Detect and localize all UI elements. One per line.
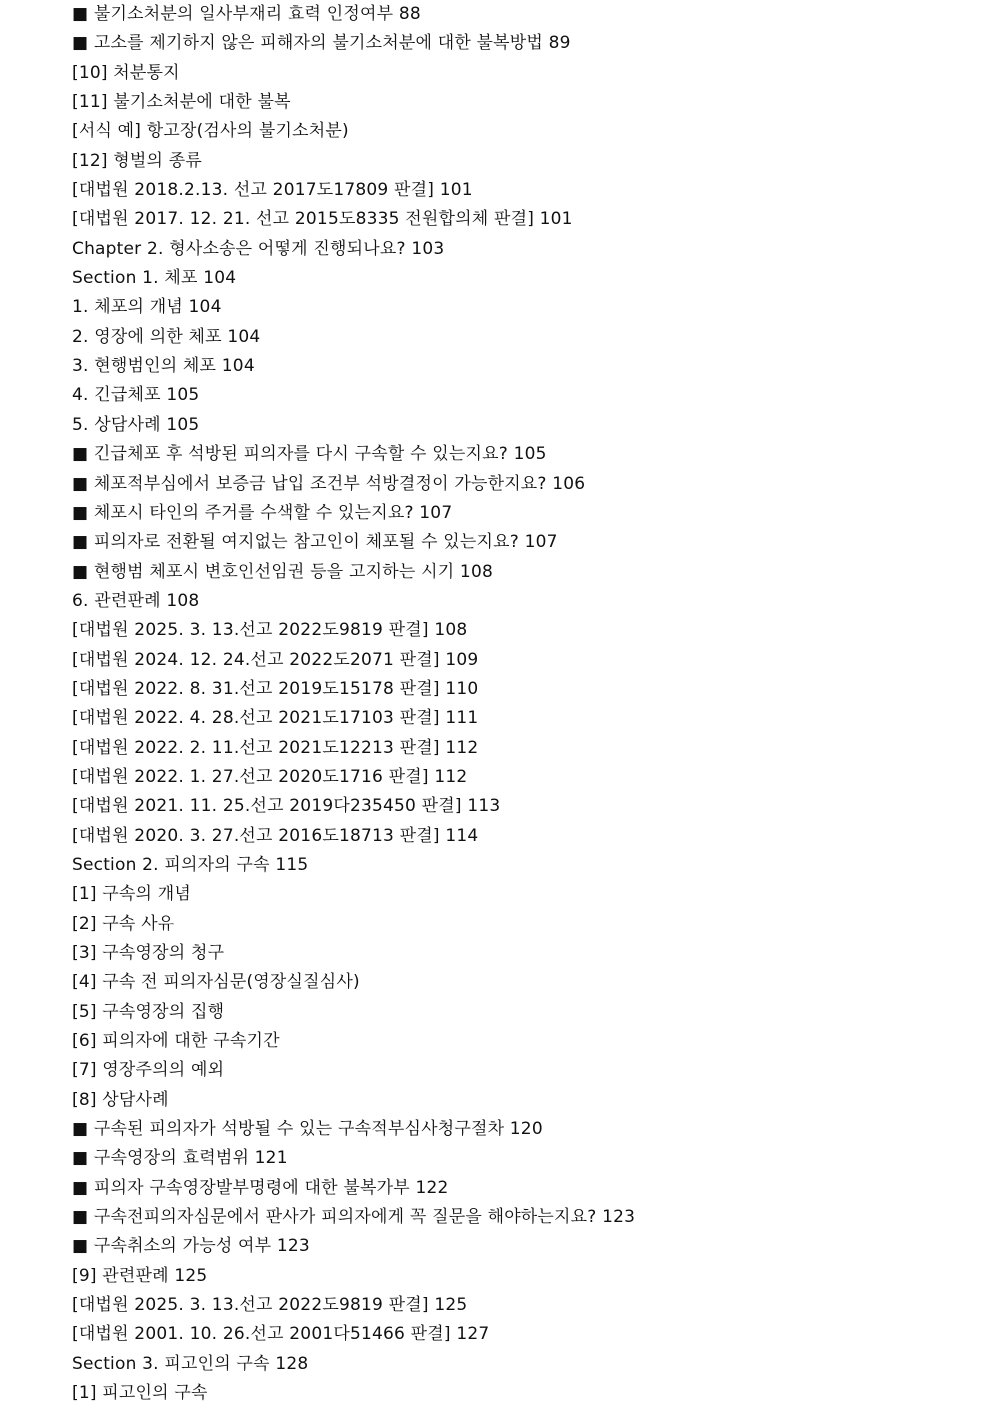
toc-entry: 4. 긴급체포 105 xyxy=(72,385,200,406)
toc-entry: 5. 상담사례 105 xyxy=(72,414,200,435)
toc-entry: ■ 구속된 피의자가 석방될 수 있는 구속적부심사청구절차 120 xyxy=(72,1119,543,1140)
toc-entry: [대법원 2022. 8. 31.선고 2019도15178 판결] 110 xyxy=(72,678,479,699)
toc-entry: ■ 불기소처분의 일사부재리 효력 인정여부 88 xyxy=(72,4,421,24)
toc-entry: ■ 고소를 제기하지 않은 피해자의 불기소처분에 대한 불복방법 89 xyxy=(72,33,571,54)
toc-entry: [7] 영장주의의 예외 xyxy=(72,1060,225,1081)
toc-entry: 1. 체포의 개념 104 xyxy=(72,297,222,318)
toc-entry: [대법원 2001. 10. 26.선고 2001다51466 판결] 127 xyxy=(72,1324,490,1345)
toc-entry: [2] 구속 사유 xyxy=(72,913,175,934)
toc-entry: [대법원 2018.2.13. 선고 2017도17809 판결] 101 xyxy=(72,180,473,201)
toc-entry: Chapter 2. 형사소송은 어떻게 진행되나요? 103 xyxy=(72,238,445,259)
toc-entry: [3] 구속영장의 청구 xyxy=(72,943,225,963)
toc-entry: ■ 구속영장의 효력범위 121 xyxy=(72,1148,288,1169)
toc-entry: ■ 현행범 체포시 변호인선임권 등을 고지하는 시기 108 xyxy=(72,561,493,582)
toc-entry: ■ 구속전피의자심문에서 판사가 피의자에게 꼭 질문을 해야하는지요? 123 xyxy=(72,1207,636,1228)
toc-entry: [4] 구속 전 피의자심문(영장실질심사) xyxy=(72,972,360,993)
toc-entry: [대법원 2022. 1. 27.선고 2020도1716 판결] 112 xyxy=(72,766,468,787)
toc-entry: ■ 체포적부심에서 보증금 납입 조건부 석방결정이 가능한지요? 106 xyxy=(72,473,586,494)
toc-entry: [10] 처분통지 xyxy=(72,62,180,83)
toc-entry: [1] 피고인의 구속 xyxy=(72,1383,208,1404)
toc-entry: [대법원 2021. 11. 25.선고 2019다235450 판결] 113 xyxy=(72,796,501,817)
toc-entry: 2. 영장에 의한 체포 104 xyxy=(72,326,261,347)
toc-entry: ■ 피의자 구속영장발부명령에 대한 불복가부 122 xyxy=(72,1177,449,1198)
toc-entry: ■ 피의자로 전환될 여지없는 참고인이 체포될 수 있는지요? 107 xyxy=(72,532,558,553)
toc-entry: [9] 관련판례 125 xyxy=(72,1265,208,1286)
toc-entry: ■ 체포시 타인의 주거를 수색할 수 있는지요? 107 xyxy=(72,502,453,523)
toc-entry: [12] 형벌의 종류 xyxy=(72,150,203,171)
toc-entry: 6. 관련판례 108 xyxy=(72,590,200,611)
toc-entry: [대법원 2022. 4. 28.선고 2021도17103 판결] 111 xyxy=(72,708,479,729)
toc-entry: [11] 불기소처분에 대한 불복 xyxy=(72,92,291,113)
toc-entry: ■ 긴급체포 후 석방된 피의자를 다시 구속할 수 있는지요? 105 xyxy=(72,444,547,465)
toc-entry: [6] 피의자에 대한 구속기간 xyxy=(72,1031,280,1052)
toc-entry: [대법원 2025. 3. 13.선고 2022도9819 판결] 125 xyxy=(72,1295,468,1316)
toc-entry: [대법원 2020. 3. 27.선고 2016도18713 판결] 114 xyxy=(72,825,479,846)
toc-entry: Section 2. 피의자의 구속 115 xyxy=(72,854,309,875)
toc-entry: [1] 구속의 개념 xyxy=(72,884,191,905)
toc-entry: 3. 현행범인의 체포 104 xyxy=(72,356,255,377)
toc-entry: [8] 상담사례 xyxy=(72,1089,169,1110)
toc-entry: [대법원 2025. 3. 13.선고 2022도9819 판결] 108 xyxy=(72,620,468,641)
table-of-contents xyxy=(72,0,972,1409)
toc-entry: [대법원 2017. 12. 21. 선고 2015도8335 전원합의체 판결] 101 xyxy=(72,209,573,230)
toc-entry: [대법원 2022. 2. 11.선고 2021도12213 판결] 112 xyxy=(72,737,479,758)
toc-entry: Section 3. 피고인의 구속 128 xyxy=(72,1353,309,1374)
toc-entry: [대법원 2024. 12. 24.선고 2022도2071 판결] 109 xyxy=(72,649,479,670)
toc-entry: [서식 예] 항고장(검사의 불기소처분) xyxy=(72,121,349,142)
toc-entry: [5] 구속영장의 집행 xyxy=(72,1001,225,1022)
toc-entry: ■ 구속취소의 가능성 여부 123 xyxy=(72,1236,310,1257)
toc-entry: Section 1. 체포 104 xyxy=(72,268,237,289)
